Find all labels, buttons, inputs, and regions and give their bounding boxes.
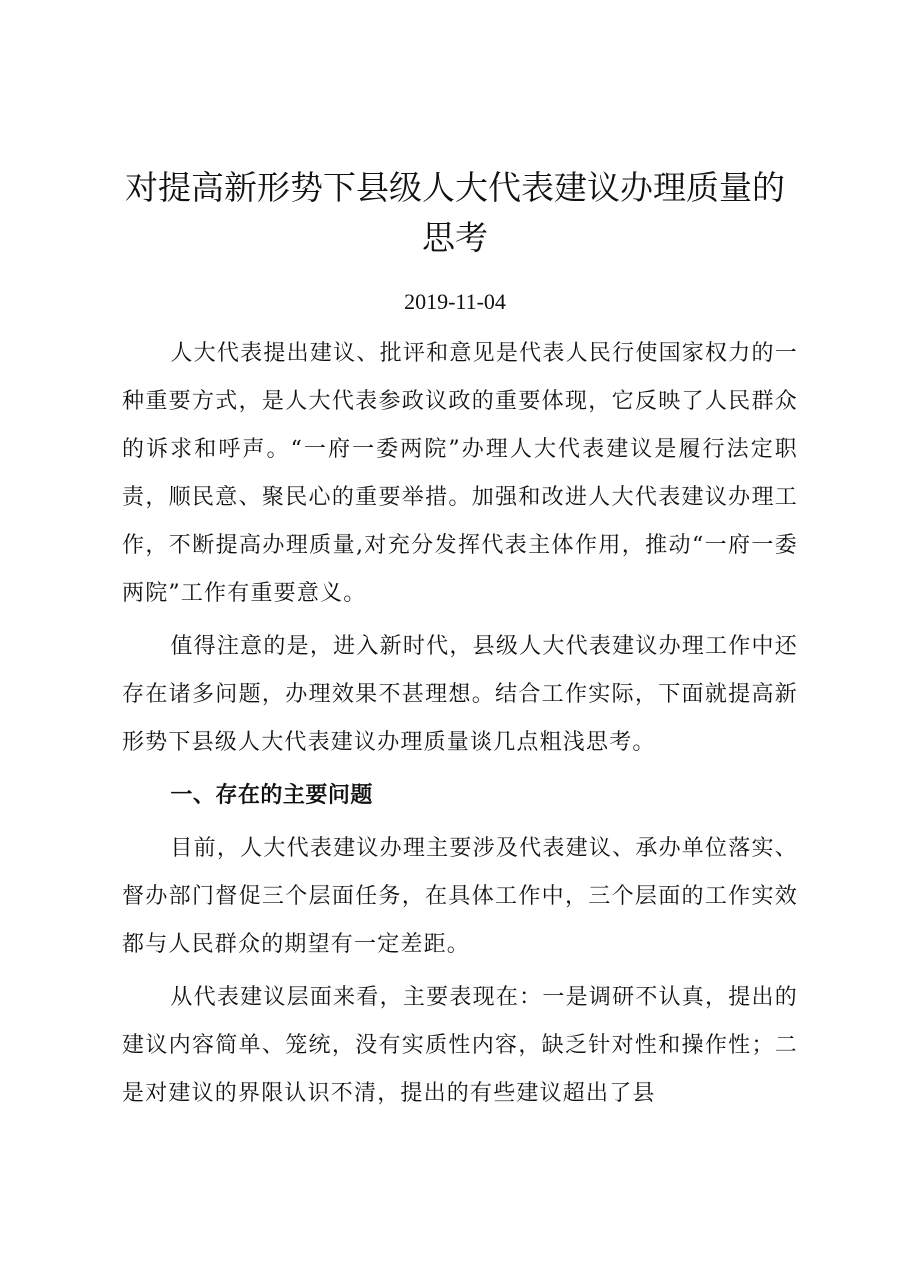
body-paragraph: 从代表建议层面来看，主要表现在：一是调研不认真，提出的建议内容简单、笼统，没有实质性内容，缺乏针对性和操作性；二是对建议的界限认识不清，提出的有些建议超出了县 xyxy=(122,985,798,1106)
document-title: 对提高新形势下县级人大代表建议办理质量的思考 xyxy=(125,168,785,257)
document-body xyxy=(122,330,798,1123)
body-paragraph: 值得注意的是，进入新时代，县级人大代表建议办理工作中还存在诸多问题，办理效果不甚理想。结合工作实际，下面就提高新形势下县级人大代表建议办理质量谈几点粗浅思考。 xyxy=(122,634,798,755)
body-paragraph: 人大代表提出建议、批评和意见是代表人民行使国家权力的一种重要方式，是人大代表参政议政的重要体现，它反映了人民群众的诉求和呼声。“一府一委两院”办理人大代表建议是履行法定职责，顺民意、聚民心的重要举措。加强和改进人大代表建议办理工作，不断提高办理质量,对充分发挥代表主体作用，推动“一府一委两院”工作有重要意义。 xyxy=(122,341,798,606)
document-date: 2019-11-04 xyxy=(404,289,506,314)
body-paragraph: 目前，人大代表建议办理主要涉及代表建议、承办单位落实、督办部门督促三个层面任务，在具体工作中，三个层面的工作实效都与人民群众的期望有一定差距。 xyxy=(122,836,798,957)
section-heading: 一、存在的主要问题 xyxy=(170,783,373,808)
